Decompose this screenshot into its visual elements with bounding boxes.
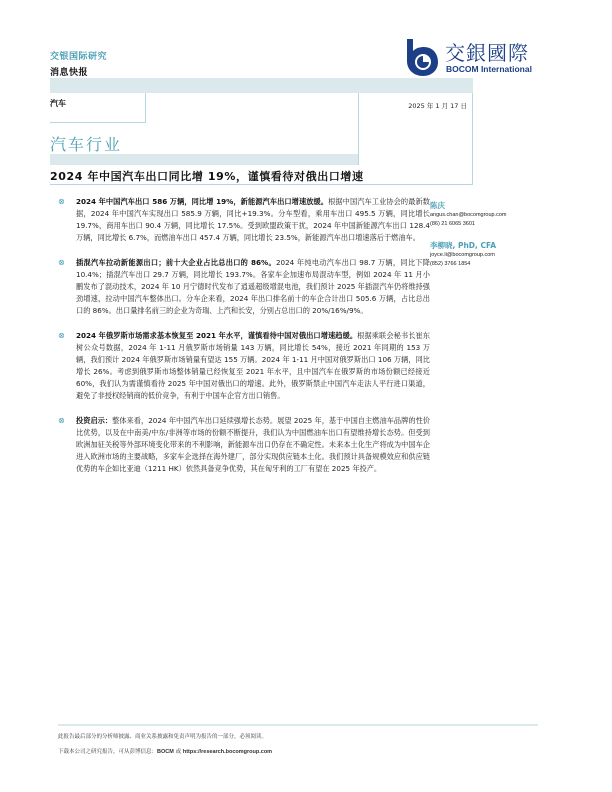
- footer-disclaimer: 此报告最后部分的分析师披露、商业关系披露和免责声明为报告的一部分，必须阅读。: [58, 734, 268, 740]
- research-url-link[interactable]: https://research.bocomgroup.com: [182, 749, 273, 755]
- brand-name: 交银国际研究: [50, 52, 108, 62]
- logo-english-name: BOCOM International: [446, 64, 532, 74]
- bocom-logo-icon: [403, 37, 439, 77]
- circle-x-bullet-icon: ⊗: [58, 331, 65, 340]
- bullet-text: 根据乘联会秘书长崔东树公众号数据，2024 年 1-11 月俄罗斯市场销量 143 万辆，同比增长 54%，接近 2021 年同期的 153 万辆，我们预计 2024 年俄罗斯市场销量有望达 155 万辆。2024 年 1-11 月中国对俄罗斯出口 106 万辆，同比增长 26%。考虑到俄罗斯市场整体销量已经恢复至 2021 年水平，且中国汽车在俄罗斯的市场份额已经接近 60%，我们认为需谨慎看待 2025 年中国对俄出口的增速。此外，俄罗斯禁止中国汽车走法人平行进口渠道，避免了非授权经销商的低价竞争，有利于中国车企官方出口销售。: [76, 331, 430, 400]
- circle-x-bullet-icon: ⊗: [58, 258, 65, 267]
- bullet-point: [58, 196, 430, 244]
- analyst-phone: (852) 3766 1854: [430, 261, 471, 267]
- bullet-point: [58, 257, 430, 317]
- title-band: [50, 154, 358, 165]
- analyst-email[interactable]: angus.chan@bocomgroup.com: [430, 212, 507, 218]
- footer-download: [58, 747, 272, 755]
- bloomberg-ticker: BOCM: [157, 749, 174, 755]
- bullet-text: 整体来看，2024 年中国汽车出口延续强增长态势。展望 2025 年，基于中国自主燃油车品牌的性价比优势，以及在中南美/中东/非洲等市场的份额不断提升，我们认为中国燃油车出口有望维持增长态势。但受到欧洲加征关税等外部环境变化带来的不利影响，新能源车出口仍存在不确定性。未来本土化生产将成为中国车企进入欧洲市场的主要战略，多家车企选择在海外建厂，部分实现供应链本土化。我们预计具备规模效应和供应链优势的车企如比亚迪（1211 HK）依然具备竞争优势，其在匈牙利的工厂有望在 2025 年投产。: [76, 416, 430, 473]
- bocom-logo: [403, 37, 573, 79]
- circle-x-bullet-icon: ⊗: [58, 416, 65, 425]
- logo-chinese-name: 交銀國際: [445, 41, 529, 65]
- bullet-lead: 2024 年中国汽车出口 586 万辆，同比增 19%，新能源汽车出口增速放缓。: [76, 197, 329, 206]
- title-rule: [50, 184, 473, 185]
- footer-rule: [58, 724, 538, 726]
- header-band: [50, 78, 473, 93]
- analyst-card: [430, 240, 590, 269]
- report-type: 消息快报: [50, 68, 89, 78]
- industry-title: 汽车行业: [50, 135, 123, 154]
- bullet-lead: 插混汽车拉动新能源出口；前十大企业占比总出口的 86%。: [76, 258, 276, 267]
- analyst-phone: (86) 21 6065 3601: [430, 221, 475, 227]
- bullet-text: 根据中国汽车工业协会的最新数据，2024 年中国汽车实现出口 585.9 万辆，同比+19.3%。分车型看，乘用车出口 495.5 万辆，同比增长 19.7%，商用车出口 90.4 万辆，同比增长 17.5%。受到欧盟政策干扰，2024 年中国新能源汽车出口 128.4 万辆，同比增长 6.7%，而燃油车出口 457.4 万辆，同比增长 23.5%，新能源汽车出口增速落后于燃油车。: [76, 197, 430, 242]
- analyst-email[interactable]: joyce.li@bocomgroup.com: [430, 252, 495, 258]
- circle-x-bullet-icon: ⊗: [58, 197, 65, 206]
- analyst-name: 陈庆: [430, 201, 445, 210]
- report-date: 2025 年 1 月 17 日: [408, 102, 467, 110]
- sector-label: 汽车: [50, 99, 66, 108]
- bullet-lead: 投资启示：: [76, 416, 113, 425]
- download-prefix: 下载本公司之研究报告，可从彭博信息：: [58, 749, 158, 755]
- analyst-card: [430, 200, 590, 229]
- bullet-lead: 2024 年俄罗斯市场需求基本恢复至 2021 年水平，谨慎看待中国对俄出口增速趋缓。: [76, 331, 358, 340]
- analyst-sidebar: [430, 200, 590, 280]
- bullet-text: 2024 年纯电动汽车出口 98.7 万辆，同比下降 10.4%；插混汽车出口 29.7 万辆，同比增长 193.7%。各家车企加速布局混动车型，例如 2024 年 11 月小鹏发布了混动技术，2024 年 10 月宁德时代发布了逍遥超级增混电池，我们预计 2025 年插混汽车仍将维持强劲增速，拉动中国汽车整体出口。分车企来看，2024 年出口排名前十的车企合计出口 505.6 万辆，占比总出口的 86%。出口量排名前三的企业为奇瑞、上汽和长安，分别占总出口的 20%/16%/9%。: [76, 258, 430, 315]
- frame-divider: [358, 93, 359, 165]
- bullet-point: [58, 330, 430, 402]
- report-title: 2024 年中国汽车出口同比增 19%，谨慎看待对俄出口增速: [50, 170, 364, 183]
- frame-right-border: [472, 93, 473, 185]
- or-text: 或: [173, 749, 183, 755]
- analyst-name: 李柳晓, PhD, CFA: [430, 241, 497, 250]
- bullet-point: [58, 415, 430, 475]
- report-body: [58, 196, 430, 488]
